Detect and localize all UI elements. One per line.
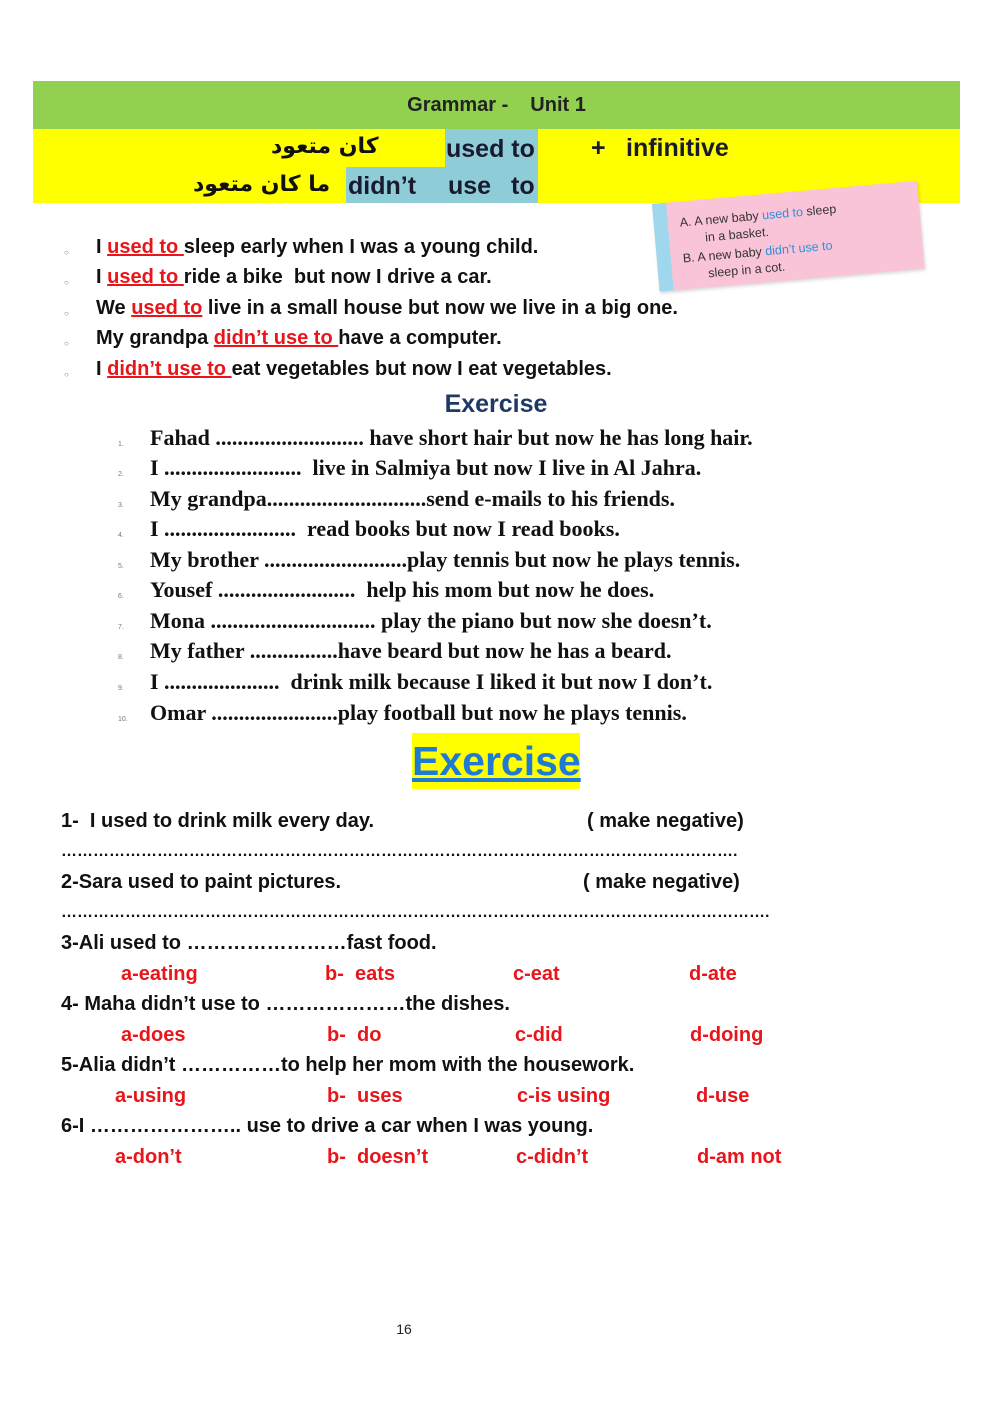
item-number: 2. (118, 471, 124, 478)
option-b: b- do (327, 1024, 382, 1046)
exercise-heading-large (412, 733, 580, 789)
to-text: to (511, 172, 535, 200)
option-a: a-does (121, 1024, 186, 1046)
item-number: 8. (118, 654, 124, 661)
used-to-cell (445, 129, 538, 167)
subject-label: Grammar - (407, 93, 509, 116)
question-5: 5-Alia didn’t ……………to help her mom with the housework. (61, 1054, 635, 1076)
exercise-item-1: Fahad ........................... have short hair but now he has long hair. (150, 425, 753, 450)
option-d: d-am not (697, 1146, 782, 1168)
didnt-use-to-cell (346, 167, 538, 203)
exercise-item-5: My brother ..........................play tennis but now he plays tennis. (150, 547, 741, 572)
item-number: 6. (118, 593, 124, 600)
question-1-instruction: ( make negative) (587, 810, 744, 832)
question-3: 3-Ali used to ……………………fast food. (61, 932, 437, 954)
option-c: c-eat (513, 963, 560, 985)
exercise-item-2: I ......................... live in Salmiya but now I live in Al Jahra. (150, 455, 702, 480)
option-d: d-doing (690, 1024, 764, 1046)
bullet: ○ (64, 339, 69, 348)
option-d: d-use (696, 1085, 750, 1107)
example-line-3: We used to live in a small house but now we live in a big one. (96, 297, 678, 319)
option-c: c-didn’t (516, 1146, 589, 1168)
bullet: ○ (64, 248, 69, 257)
answer-line-2: ……………………………………………………………………………………………………………………. (61, 904, 770, 921)
item-number: 7. (118, 624, 124, 631)
exercise-heading: Exercise (444, 390, 548, 418)
question-4: 4- Maha didn’t use to …………………the dishes. (61, 993, 510, 1015)
option-b: b- doesn’t (327, 1146, 429, 1168)
note-line-a: A. A new baby used to sleep (679, 201, 837, 230)
item-number: 3. (118, 502, 124, 509)
title-bar (33, 81, 960, 129)
example-line-1: I used to sleep early when I was a young child. (96, 236, 539, 258)
example-line-5: I didn’t use to eat vegetables but now I eat vegetables. (96, 358, 612, 380)
use-text: use (448, 172, 492, 200)
note-line-b: B. A new baby didn’t use to (682, 238, 834, 266)
exercise-item-3: My grandpa.............................send e-mails to his friends. (150, 486, 675, 511)
exercise-item-10: Omar .......................play football but now he plays tennis. (150, 700, 687, 725)
item-number: 4. (118, 532, 124, 539)
unit-label: Unit 1 (530, 93, 586, 116)
answer-line-1: ………………………………………………………………………………………………………………. (61, 843, 738, 860)
question-1: 1- I used to drink milk every day. (61, 810, 375, 832)
exercise-item-9: I ..................... drink milk because I liked it but now I don’t. (150, 669, 713, 694)
question-2: 2-Sara used to paint pictures. (61, 871, 342, 893)
infinitive-label: infinitive (626, 134, 729, 162)
option-b: b- uses (327, 1085, 403, 1107)
item-number: 5. (118, 563, 124, 570)
exercise-item-6: Yousef ......................... help his mom but now he does. (150, 577, 655, 602)
bullet: ○ (64, 370, 69, 379)
exercise-heading-text: Exercise (412, 738, 581, 784)
option-c: c-is using (517, 1085, 611, 1107)
example-line-2: I used to ride a bike but now I drive a car. (96, 266, 492, 288)
option-a: a-eating (121, 963, 198, 985)
item-number: 10. (118, 716, 128, 723)
didnt-text: didn’t (348, 172, 417, 200)
question-6: 6-I ………………….. use to drive a car when I was young. (61, 1115, 594, 1137)
option-b: b- eats (325, 963, 396, 985)
bullet: ○ (64, 309, 69, 318)
page-number: 16 (396, 1321, 412, 1337)
question-2-instruction: ( make negative) (583, 871, 740, 893)
bullet: ○ (64, 278, 69, 287)
item-number: 1. (118, 441, 124, 448)
plus-sign: + (591, 134, 606, 162)
exercise-item-4: I ........................ read books but now I read books. (150, 516, 620, 541)
used-to-text: used to (446, 135, 535, 163)
option-c: c-did (515, 1024, 563, 1046)
option-d: d-ate (689, 963, 737, 985)
option-a: a-don’t (115, 1146, 182, 1168)
note-line-b2: sleep in a cot. (707, 259, 786, 281)
arabic-used-to: كان متعود (271, 134, 379, 159)
note-strip (652, 203, 674, 292)
note-line-a2: in a basket. (704, 224, 770, 245)
item-number: 9. (118, 685, 124, 692)
arabic-didnt-use-to: ما كان متعود (193, 172, 331, 197)
exercise-item-8: My father ................have beard but now he has a beard. (150, 638, 672, 663)
example-line-4: My grandpa didn’t use to have a computer. (96, 327, 502, 349)
exercise-item-7: Mona .............................. play the piano but now she doesn’t. (150, 608, 712, 633)
option-a: a-using (115, 1085, 187, 1107)
